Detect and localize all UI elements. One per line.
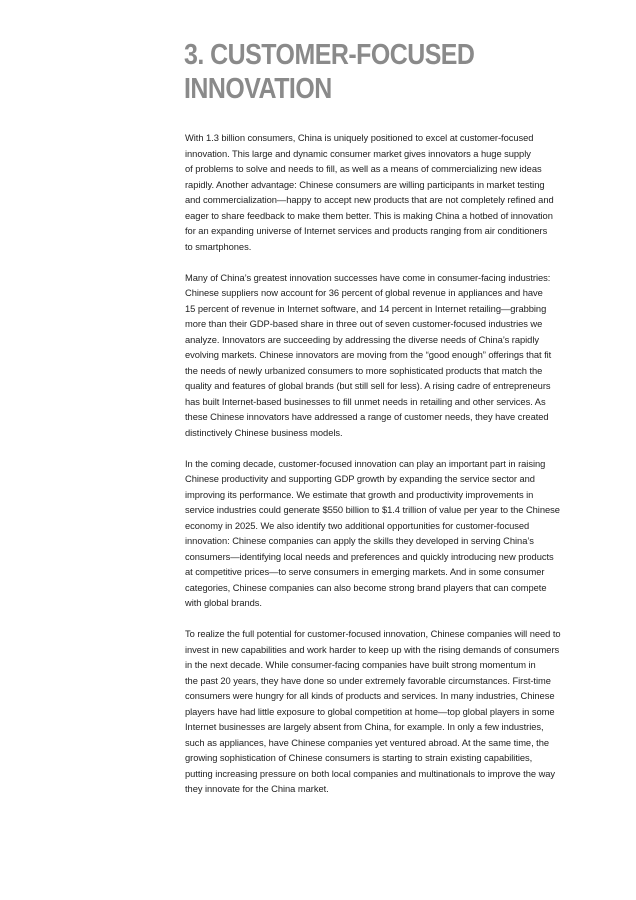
text-line: 15 percent of revenue in Internet software, and 14 percent in Internet retailing—grabbing	[185, 303, 547, 314]
text-line: In the coming decade, customer-focused innovation can play an important part in raising	[185, 458, 546, 469]
text-line: these Chinese innovators have addressed a range of customer needs, they have created	[185, 412, 549, 422]
text-line: in the next decade. While consumer-facing companies have built strong momentum in	[185, 660, 536, 670]
text-line: growing sophistication of Chinese consumers is starting to strain existing capabilities,	[185, 753, 533, 763]
text-line: at competitive prices—to serve consumers in emerging markets. And in some consumer	[185, 567, 545, 577]
section-heading	[184, 38, 545, 106]
text-line: analyze. Innovators are succeeding by addressing the diverse needs of China’s rapidly	[185, 334, 539, 345]
text-line: innovation. This large and dynamic consumer market gives innovators a huge supply	[185, 148, 531, 159]
text-line: more than their GDP-based share in three out of seven customer-focused industries we	[185, 319, 543, 329]
text-line: With 1.3 billion consumers, China is uniquely positioned to excel at customer-focused	[185, 133, 534, 143]
text-line: of problems to solve and needs to fill, as well as a means of commercializing new ideas	[185, 164, 542, 174]
text-line: has built Internet-based businesses to fill unmet needs in retailing and other services. As	[185, 396, 546, 407]
body-text	[185, 131, 595, 813]
heading-line-2: INNOVATION	[184, 73, 332, 105]
text-line: players have had little exposure to global competition at home—top global players in some	[185, 706, 555, 717]
text-line: eager to share feedback to make them better. This is making China a hotbed of innovation	[185, 210, 553, 221]
text-line: Many of China’s greatest innovation successes have come in consumer-facing industries:	[185, 272, 551, 283]
text-line: to smartphones.	[185, 241, 252, 252]
text-line: with global brands.	[185, 598, 262, 608]
text-line: invest in new capabilities and work harder to keep up with the rising demands of consumers	[185, 644, 560, 655]
text-line: putting increasing pressure on both local companies and multinationals to improve the way	[185, 768, 556, 779]
text-line: the needs of newly urbanized consumers to more sophisticated products that match the	[185, 365, 543, 376]
text-line: distinctively Chinese business models.	[185, 427, 343, 438]
text-line: Internet businesses are largely absent from China, for example. In only a few industries,	[185, 722, 544, 732]
text-line: such as appliances, have Chinese companies yet ventured abroad. At the same time, the	[185, 737, 550, 748]
text-line: improving its performance. We estimate that growth and productivity improvements in	[185, 489, 534, 500]
heading-line-1: 3. CUSTOMER-FOCUSED	[184, 39, 475, 71]
text-line: they innovate for the China market.	[185, 784, 329, 794]
text-line: for an expanding universe of Internet services and products ranging from air conditioners	[185, 226, 548, 236]
paragraph-3	[185, 457, 595, 612]
text-line: Chinese productivity and supporting GDP growth by expanding the service sector and	[185, 474, 535, 484]
text-line: the past 20 years, they have done so under extremely favorable circumstances. First-time	[185, 675, 551, 686]
text-line: innovation: Chinese companies can apply the skills they developed in serving China’s	[185, 536, 534, 546]
text-line: rapidly. Another advantage: Chinese consumers are willing participants in market testing	[185, 179, 545, 190]
text-line: Chinese suppliers now account for 36 percent of global revenue in appliances and have	[185, 288, 543, 298]
text-line: service industries could generate $550 billion to $1.4 trillion of value per year to the Chinese	[185, 505, 560, 515]
paragraph-1	[185, 131, 595, 255]
paragraph-2	[185, 271, 595, 442]
text-line: consumers were hungry for all kinds of products and services. In many industries, Chinese	[185, 691, 555, 701]
text-line: evolving markets. Chinese innovators are moving from the “good enough” offerings that fit	[185, 350, 552, 360]
paragraph-4	[185, 627, 595, 798]
text-line: quality and features of global brands (but still sell for less). A rising cadre of entrepreneurs	[185, 381, 551, 391]
text-line: To realize the full potential for customer-focused innovation, Chinese companies will need to	[185, 629, 561, 639]
text-line: and commercialization—happy to accept new products that are not completely refined and	[185, 195, 554, 205]
text-line: categories, Chinese companies can also become strong brand players that can compete	[185, 582, 547, 593]
text-line: consumers—identifying local needs and preferences and quickly introducing new products	[185, 551, 554, 562]
text-line: economy in 2025. We also identify two additional opportunities for customer-focused	[185, 520, 530, 531]
